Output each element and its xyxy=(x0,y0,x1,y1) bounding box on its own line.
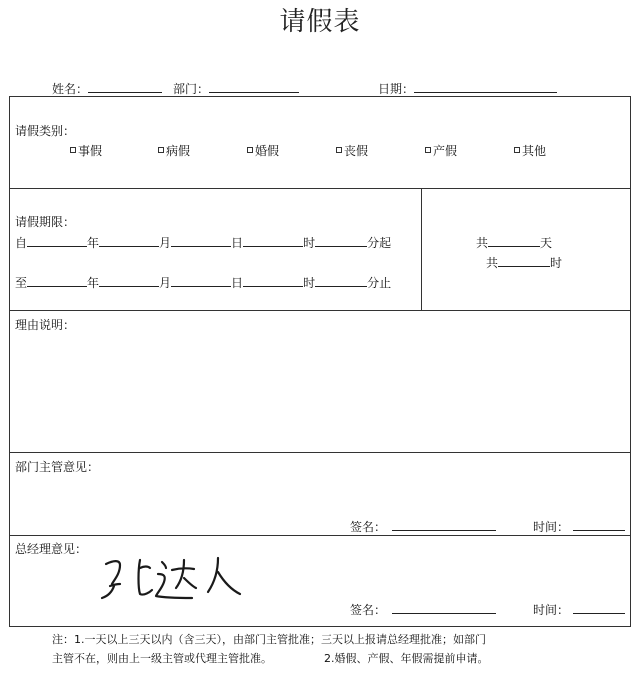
checkbox-icon[interactable] xyxy=(336,147,342,153)
handwritten-signature xyxy=(100,552,250,604)
date-field[interactable] xyxy=(378,80,557,97)
total-days-field[interactable]: 共 天 xyxy=(476,236,553,250)
checkbox-icon[interactable] xyxy=(425,147,431,153)
leave-option[interactable]: 丧假 xyxy=(336,142,368,159)
name-blank[interactable] xyxy=(88,82,162,93)
dept-blank[interactable] xyxy=(209,82,299,93)
leave-option[interactable]: 婚假 xyxy=(247,142,279,159)
start-date-row[interactable]: 自 年 月 日 时 分起 xyxy=(15,236,392,250)
row-divider xyxy=(10,535,630,536)
checkbox-icon[interactable] xyxy=(247,147,253,153)
name-field[interactable] xyxy=(52,80,162,97)
checkbox-icon[interactable] xyxy=(158,147,164,153)
dept-opinion-label: 部门主管意见： xyxy=(15,460,100,474)
dept-field[interactable] xyxy=(173,80,299,97)
total-hours-field[interactable]: 共 时 xyxy=(486,256,563,270)
period-label: 请假期限： xyxy=(15,215,76,229)
row-divider xyxy=(10,188,630,189)
row-divider xyxy=(10,452,630,453)
leave-option[interactable]: 产假 xyxy=(425,142,457,159)
reason-label: 理由说明： xyxy=(15,318,76,332)
column-divider xyxy=(421,188,422,310)
notes-line-1: 注：1.一天以上三天以内（含三天），由部门主管批准；三天以上报请总经理批准；如部门 xyxy=(52,633,486,646)
name-label: 姓名： xyxy=(52,82,89,96)
date-blank[interactable] xyxy=(414,82,557,93)
dept-sign-field[interactable]: 签名： xyxy=(350,518,496,535)
notes-line-3: 2.婚假、产假、年假需提前申请。 xyxy=(324,652,489,665)
leave-option[interactable]: 其他 xyxy=(514,142,546,159)
leave-option[interactable]: 事假 xyxy=(70,142,102,159)
gm-sign-field[interactable]: 签名： xyxy=(350,601,496,618)
gm-time-field[interactable]: 时间： xyxy=(533,601,625,618)
dept-time-field[interactable]: 时间： xyxy=(533,518,625,535)
leave-type-label: 请假类别： xyxy=(15,124,76,138)
checkbox-icon[interactable] xyxy=(514,147,520,153)
page-title: 请假表 xyxy=(279,7,361,37)
dept-label: 部门： xyxy=(173,82,210,96)
leave-option[interactable]: 病假 xyxy=(158,142,190,159)
gm-opinion-label: 总经理意见： xyxy=(15,542,88,556)
leave-form-table xyxy=(9,96,631,627)
end-date-row[interactable]: 至 年 月 日 时 分止 xyxy=(15,276,392,290)
row-divider xyxy=(10,310,630,311)
notes-line-2: 主管不在，则由上一级主管或代理主管批准。 xyxy=(52,652,272,665)
checkbox-icon[interactable] xyxy=(70,147,76,153)
date-label: 日期： xyxy=(378,82,415,96)
